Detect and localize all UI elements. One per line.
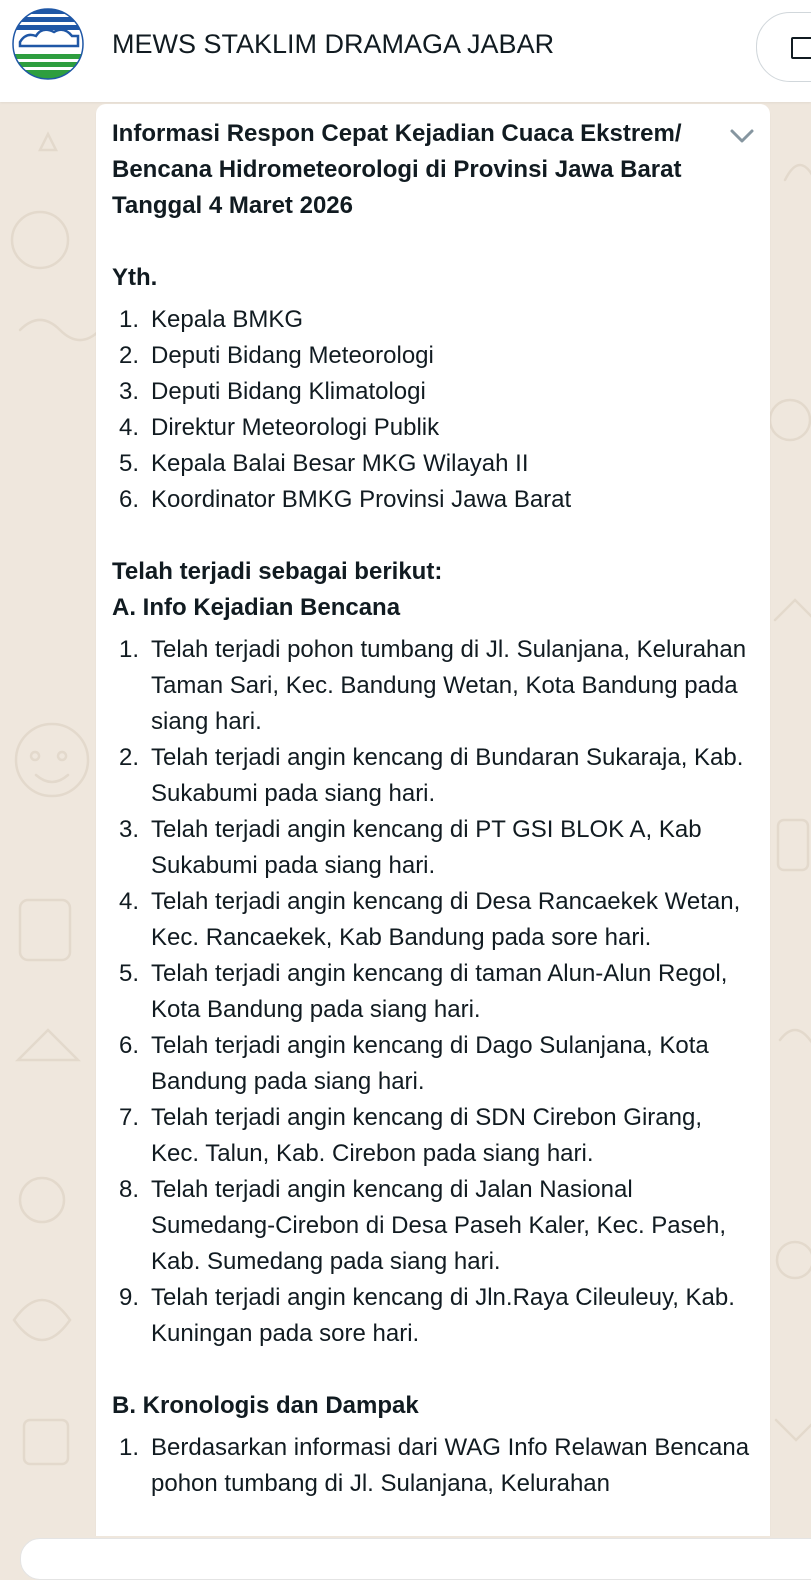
list-text: Telah terjadi angin kencang di Jln.Raya Cileuleuy, Kab. Kuningan pada sore hari.: [151, 1284, 735, 1347]
list-text: Telah terjadi angin kencang di Bundaran Sukaraja, Kab. Sukabumi pada siang hari.: [151, 744, 744, 807]
list-text: Deputi Bidang Meteorologi: [151, 342, 434, 369]
list-item: [112, 410, 752, 446]
yth-label: Yth.: [112, 264, 158, 291]
list-number: 5.: [119, 960, 140, 987]
list-number: 8.: [119, 1176, 140, 1203]
list-text: Telah terjadi angin kencang di Jalan Nasional Sumedang-Cirebon di Desa Paseh Kaler, Kec. Paseh, Kab. Sumedang pada siang hari.: [151, 1176, 727, 1275]
list-text: Telah terjadi angin kencang di taman Alun-Alun Regol, Kota Bandung pada siang hari.: [151, 960, 728, 1023]
list-item: [112, 338, 752, 374]
message-title-line: Bencana Hidrometeorologi di Provinsi Jawa Barat: [112, 156, 682, 183]
list-number: 7.: [119, 1104, 140, 1131]
event-list: [112, 632, 752, 1352]
list-item: [112, 1100, 752, 1172]
list-item: [112, 1172, 752, 1280]
header-action-button[interactable]: [756, 12, 811, 82]
message-text: [112, 116, 752, 1502]
list-text: Koordinator BMKG Provinsi Jawa Barat: [151, 486, 572, 513]
recipient-list: [112, 302, 752, 518]
list-text: Deputi Bidang Klimatologi: [151, 378, 426, 405]
list-item: [112, 1280, 752, 1352]
chronology-list: [112, 1430, 752, 1502]
list-number: 1.: [119, 306, 140, 333]
message-title: [112, 116, 752, 224]
list-number: 6.: [119, 1032, 140, 1059]
list-item: [112, 302, 752, 338]
list-number: 4.: [119, 888, 140, 915]
list-item: [112, 740, 752, 812]
list-text: Telah terjadi pohon tumbang di Jl. Sulanjana, Kelurahan Taman Sari, Kec. Bandung Wetan, Kota Bandung pada siang hari.: [151, 636, 747, 735]
list-item: [112, 1430, 752, 1502]
list-item: [112, 812, 752, 884]
list-text: Kepala Balai Besar MKG Wilayah II: [151, 450, 529, 477]
list-number: 3.: [119, 816, 140, 843]
list-item: [112, 884, 752, 956]
list-number: 1.: [119, 1434, 140, 1461]
list-text: Telah terjadi angin kencang di PT GSI BLOK A, Kab Sukabumi pada siang hari.: [151, 816, 702, 879]
list-item: [112, 1028, 752, 1100]
section-b-title: B. Kronologis dan Dampak: [112, 1392, 419, 1419]
intro-heading: Telah terjadi sebagai berikut:: [112, 558, 443, 585]
list-number: 5.: [119, 450, 140, 477]
list-number: 6.: [119, 486, 140, 513]
channel-header: [0, 0, 811, 102]
list-text: Telah terjadi angin kencang di SDN Cirebon Girang, Kec. Talun, Kab. Cirebon pada siang hari.: [151, 1104, 702, 1167]
list-number: 2.: [119, 744, 140, 771]
list-number: 9.: [119, 1284, 140, 1311]
list-text: Direktur Meteorologi Publik: [151, 414, 440, 441]
list-item: [112, 446, 752, 482]
list-number: 4.: [119, 414, 140, 441]
square-icon: [791, 37, 811, 59]
list-text: Telah terjadi angin kencang di Desa Rancaekek Wetan, Kec. Rancaekek, Kab Bandung pada sore hari.: [151, 888, 741, 951]
message-bubble[interactable]: [96, 104, 770, 1564]
list-item: [112, 374, 752, 410]
message-input-bar[interactable]: [20, 1538, 811, 1580]
list-number: 3.: [119, 378, 140, 405]
list-text: Kepala BMKG: [151, 306, 304, 333]
list-number: 1.: [119, 636, 140, 663]
list-number: 2.: [119, 342, 140, 369]
list-text: Telah terjadi angin kencang di Dago Sulanjana, Kota Bandung pada siang hari.: [151, 1032, 709, 1095]
bmkg-logo-icon[interactable]: [12, 8, 84, 80]
list-text: Berdasarkan informasi dari WAG Info Relawan Bencana pohon tumbang di Jl. Sulanjana, Kelurahan: [151, 1434, 750, 1497]
list-item: [112, 956, 752, 1028]
list-item: [112, 632, 752, 740]
list-item: [112, 482, 752, 518]
message-title-line: Tanggal 4 Maret 2026: [112, 192, 353, 219]
channel-name[interactable]: MEWS STAKLIM DRAMAGA JABAR: [112, 29, 555, 59]
message-title-line: Informasi Respon Cepat Kejadian Cuaca Ekstrem/: [112, 120, 682, 147]
section-a-title: A. Info Kejadian Bencana: [112, 594, 401, 621]
